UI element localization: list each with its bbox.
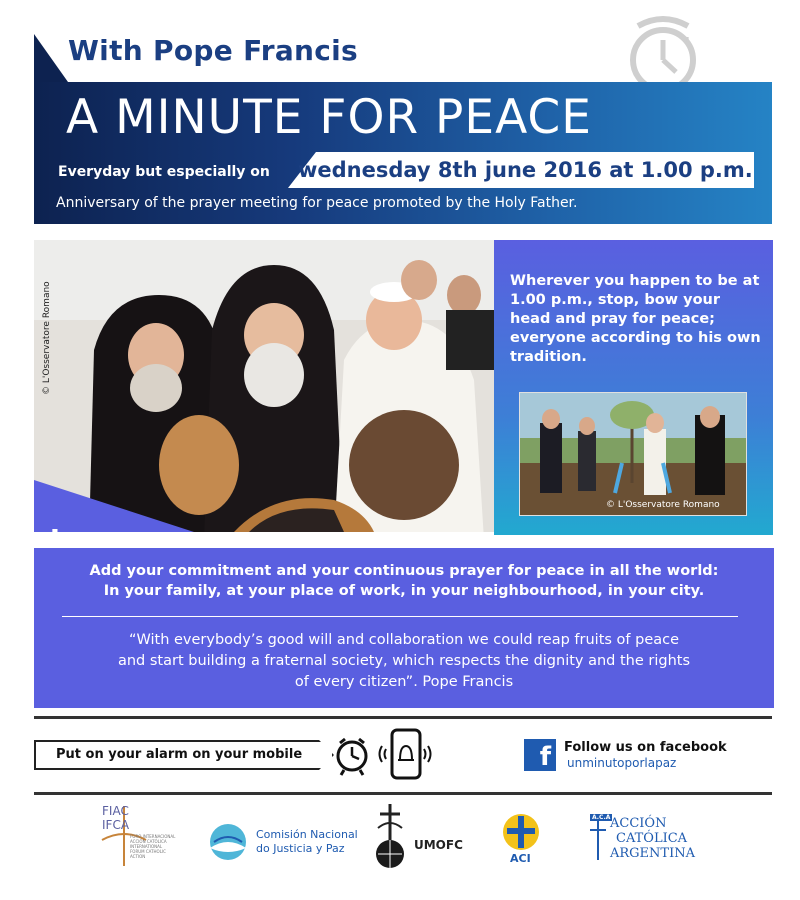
umofc-label: UMOFC (414, 838, 463, 852)
aca-cross-icon (588, 814, 608, 862)
commitment-line-2: In your family, at your place of work, in your neighbourhood, in your city. (103, 583, 705, 599)
commitment-line-1: Add your commitment and your continuous prayer for peace in all the world: (89, 563, 719, 579)
cnjp-line-2: do Justicia y Paz (256, 842, 345, 855)
photo-credit: © L'Osservatore Romano (42, 281, 52, 395)
alarm-label: Put on your alarm on your mobile (56, 747, 303, 762)
tree-planting-photo (519, 392, 747, 516)
aci-cross-icon (499, 812, 543, 852)
aca-line-2: CATÓLICA (616, 831, 688, 846)
aci-logo (496, 812, 546, 868)
aca-badge: A.C.A (592, 814, 611, 821)
plus-icon: ✚ (44, 525, 66, 555)
event-date: wednesday 8th june 2016 at 1.00 p.m. (298, 158, 753, 182)
facebook-icon[interactable]: f (524, 739, 556, 771)
fiac-caption: FORO INTERNACIONAL ACCIÓN CATÓLICA INTERNATIONAL FORUM CATHOLIC ACTION (130, 834, 176, 859)
alarm-clock-icon (618, 12, 708, 92)
fiac-label-top: FIAC (102, 804, 129, 818)
aca-logo (586, 814, 706, 864)
bottom-rule (34, 792, 772, 795)
aca-line-3: ARGENTINA (610, 846, 695, 861)
side-instruction: Wherever you happen to be at 1.00 p.m., stop, bow your head and pray for peace; everyone according to his own tradition. (510, 273, 761, 365)
fiac-label-bottom: IFCA (102, 818, 130, 832)
divider (62, 616, 738, 617)
side-photo-credit: © L'Osservatore Romano (606, 500, 720, 510)
alarm-phone-icon (332, 726, 436, 782)
globe-cross-icon (370, 802, 410, 872)
pre-title: With Pope Francis (68, 34, 359, 67)
facebook-handle[interactable]: unminutoporlapaz (567, 756, 677, 770)
subline: Everyday but especially on (58, 164, 270, 180)
page-title: A MINUTE FOR PEACE (66, 90, 592, 145)
tree-scene (520, 393, 747, 516)
anniversary-text: Anniversary of the prayer meeting for peace promoted by the Holy Father. (56, 195, 578, 211)
fiac-logo (96, 800, 178, 870)
aci-label: ACI (510, 852, 531, 865)
aca-line-1: ACCIÓN (610, 816, 667, 831)
cnjp-line-1: Comisión Nacional (256, 828, 358, 841)
umofc-logo (370, 802, 470, 872)
header-slant (34, 34, 68, 82)
quote-line-1: “With everybody’s good will and collaboration we could reap fruits of peace (128, 632, 680, 648)
hands-icon (204, 822, 252, 862)
svg-text:1: 1 (684, 36, 691, 47)
facebook-title: Follow us on facebook (564, 740, 727, 755)
top-rule (34, 716, 772, 719)
cnjp-logo (204, 820, 358, 864)
quote-line-3: of every citizen”. Pope Francis (294, 674, 514, 690)
quote-line-2: and start building a fraternal society, which respects the dignity and the rights (117, 653, 691, 669)
